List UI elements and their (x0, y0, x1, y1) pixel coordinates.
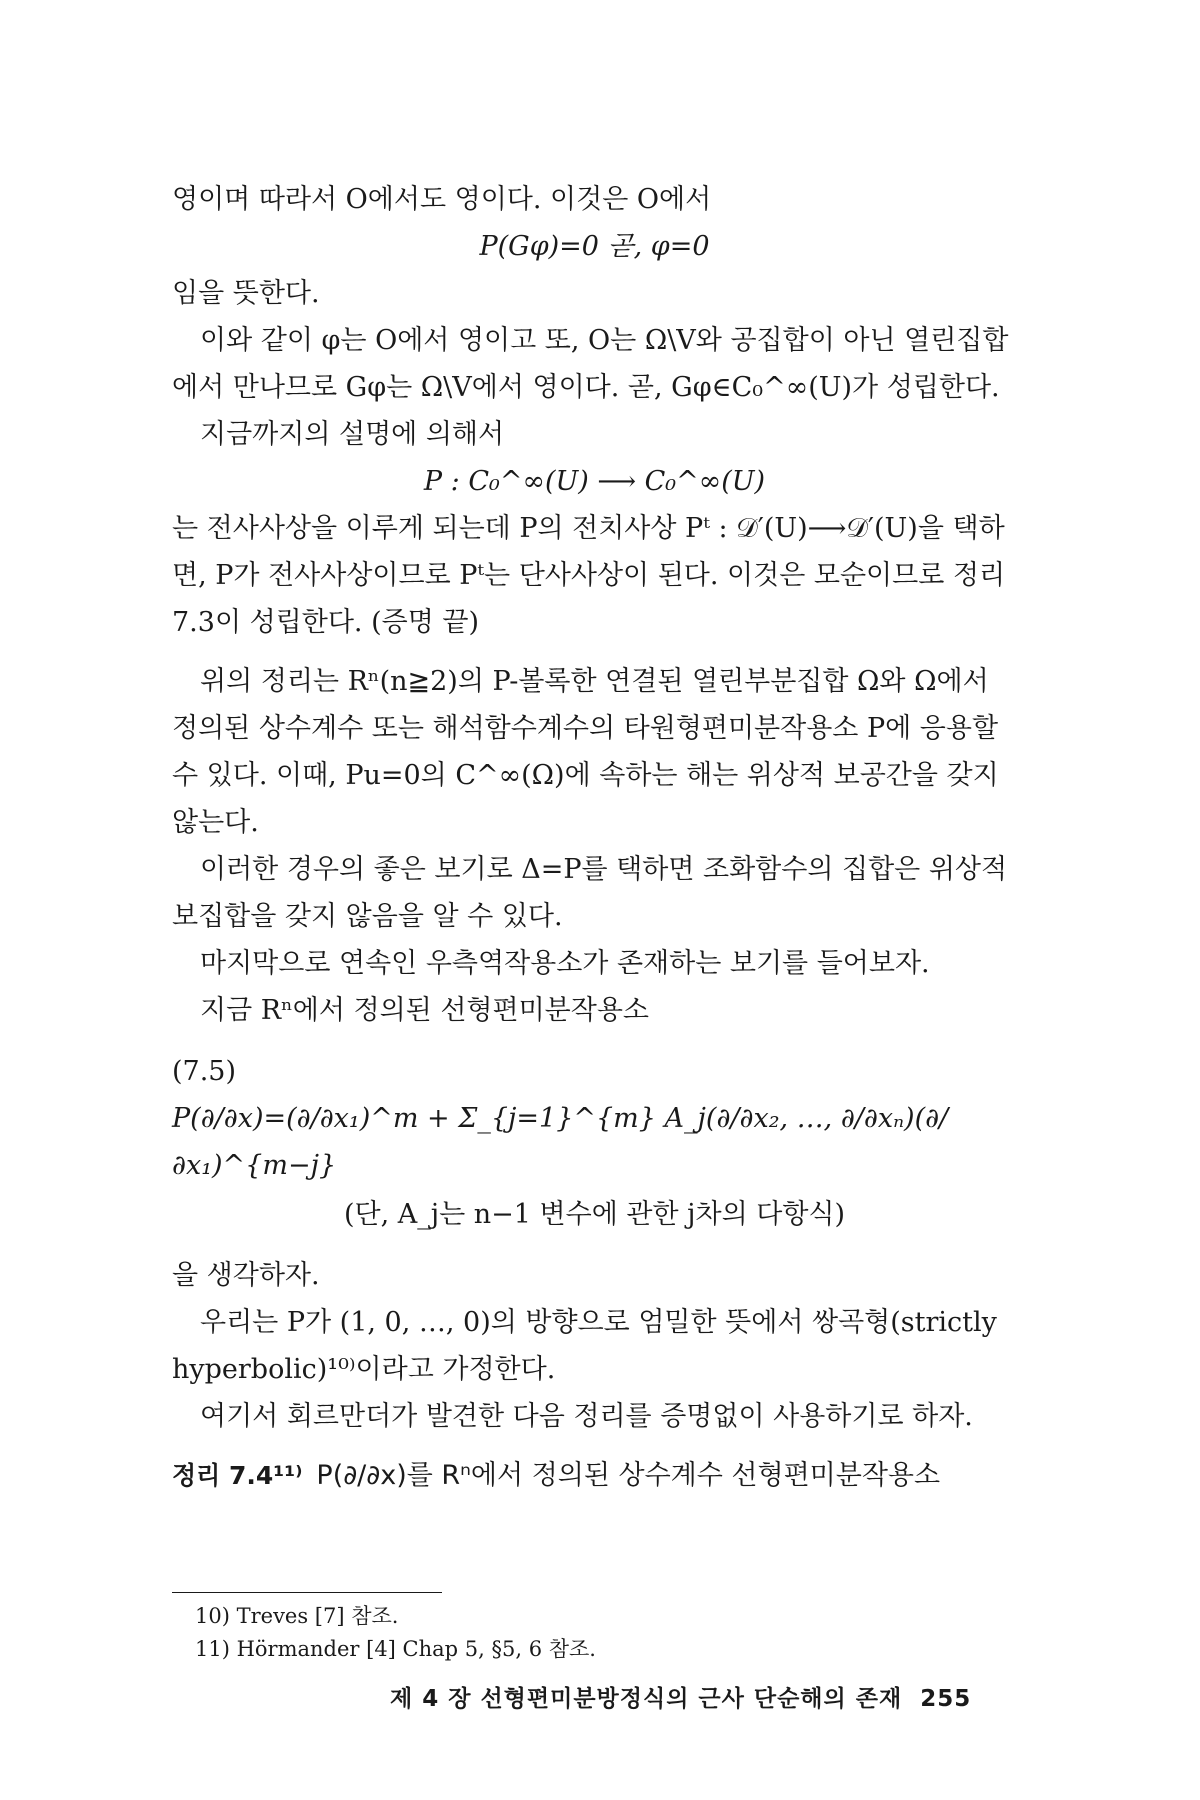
equation-label: (7.5) (172, 1056, 237, 1087)
paragraph: 우리는 P가 (1, 0, …, 0)의 방향으로 엄밀한 뜻에서 쌍곡형(strictly hyperbolic)¹⁰⁾이라고 가정한다. (172, 1307, 997, 1385)
footnotes (195, 1600, 596, 1666)
footnote: 10) Treves [7] 참조. (195, 1604, 399, 1628)
paragraph: 지금까지의 설명에 의해서 (200, 419, 505, 450)
paragraph: 마지막으로 연속인 우측역작용소가 존재하는 보기를 들어보자. (200, 948, 930, 979)
paragraph: 영이며 따라서 O에서도 영이다. 이것은 O에서 (172, 184, 712, 215)
body-text (172, 176, 1017, 1499)
paragraph: 여기서 회르만더가 발견한 다음 정리를 증명없이 사용하기로 하자. (200, 1401, 973, 1432)
theorem-statement (172, 1452, 1017, 1499)
paragraph: 위의 정리는 Rⁿ(n≧2)의 P-볼록한 연결된 열린부분집합 Ω와 Ω에서 정의된 상수계수 또는 해석함수계수의 타원형편미분작용소 P에 응용할 수 있다. 이때, Pu=0의 C^∞(Ω)에 속하는 해는 위상적 보공간을 갖지 않는다. (172, 666, 999, 838)
paragraph: 지금 Rⁿ에서 정의된 선형편미분작용소 (200, 995, 649, 1026)
paragraph: 는 전사사상을 이루게 되는데 P의 전치사상 Pᵗ : 𝒟′(U)⟶𝒟′(U)을 택하면, P가 전사사상이므로 Pᵗ는 단사사상이 된다. 이것은 모순이므로 정리 7.3이 성립한다. (증명 끝) (172, 513, 1006, 638)
display-equation: P : C₀^∞(U) ⟶ C₀^∞(U) (423, 466, 766, 497)
paragraph: 을 생각하자. (172, 1260, 320, 1291)
footnote: 11) Hörmander [4] Chap 5, §5, 6 참조. (195, 1637, 596, 1661)
paragraph: 이와 같이 φ는 O에서 영이고 또, O는 Ω\V와 공집합이 아닌 열린집합에서 만나므로 Gφ는 Ω\V에서 영이다. 곧, Gφ∈C₀^∞(U)가 성립한다. (172, 325, 1009, 403)
equation-condition: (단, A_j는 n−1 변수에 관한 j차의 다항식) (343, 1199, 846, 1230)
page-number: 255 (920, 1686, 972, 1712)
equation-body: P(∂/∂x)=(∂/∂x₁)^m + Σ_{j=1}^{m} A_j(∂/∂x₂, …, ∂/∂xₙ)(∂/∂x₁)^{m−j} (172, 1103, 949, 1181)
footnote-rule (172, 1592, 442, 1593)
theorem-text: P(∂/∂x)를 Rⁿ에서 정의된 상수계수 선형편미분작용소 (316, 1460, 941, 1491)
running-footer (390, 1680, 971, 1713)
equation-7-5 (172, 1048, 1017, 1238)
display-equation: P(Gφ)=0 곧, φ=0 (479, 231, 710, 262)
paragraph: 이러한 경우의 좋은 보기로 Δ=P를 택하면 조화함수의 집합은 위상적 보집합을 갖지 않음을 알 수 있다. (172, 854, 1008, 932)
chapter-title: 제 4 장 선형편미분방정식의 근사 단순해의 존재 (390, 1686, 903, 1712)
paragraph: 임을 뜻한다. (172, 278, 320, 309)
theorem-label: 정리 7.4¹¹⁾ (172, 1461, 303, 1490)
